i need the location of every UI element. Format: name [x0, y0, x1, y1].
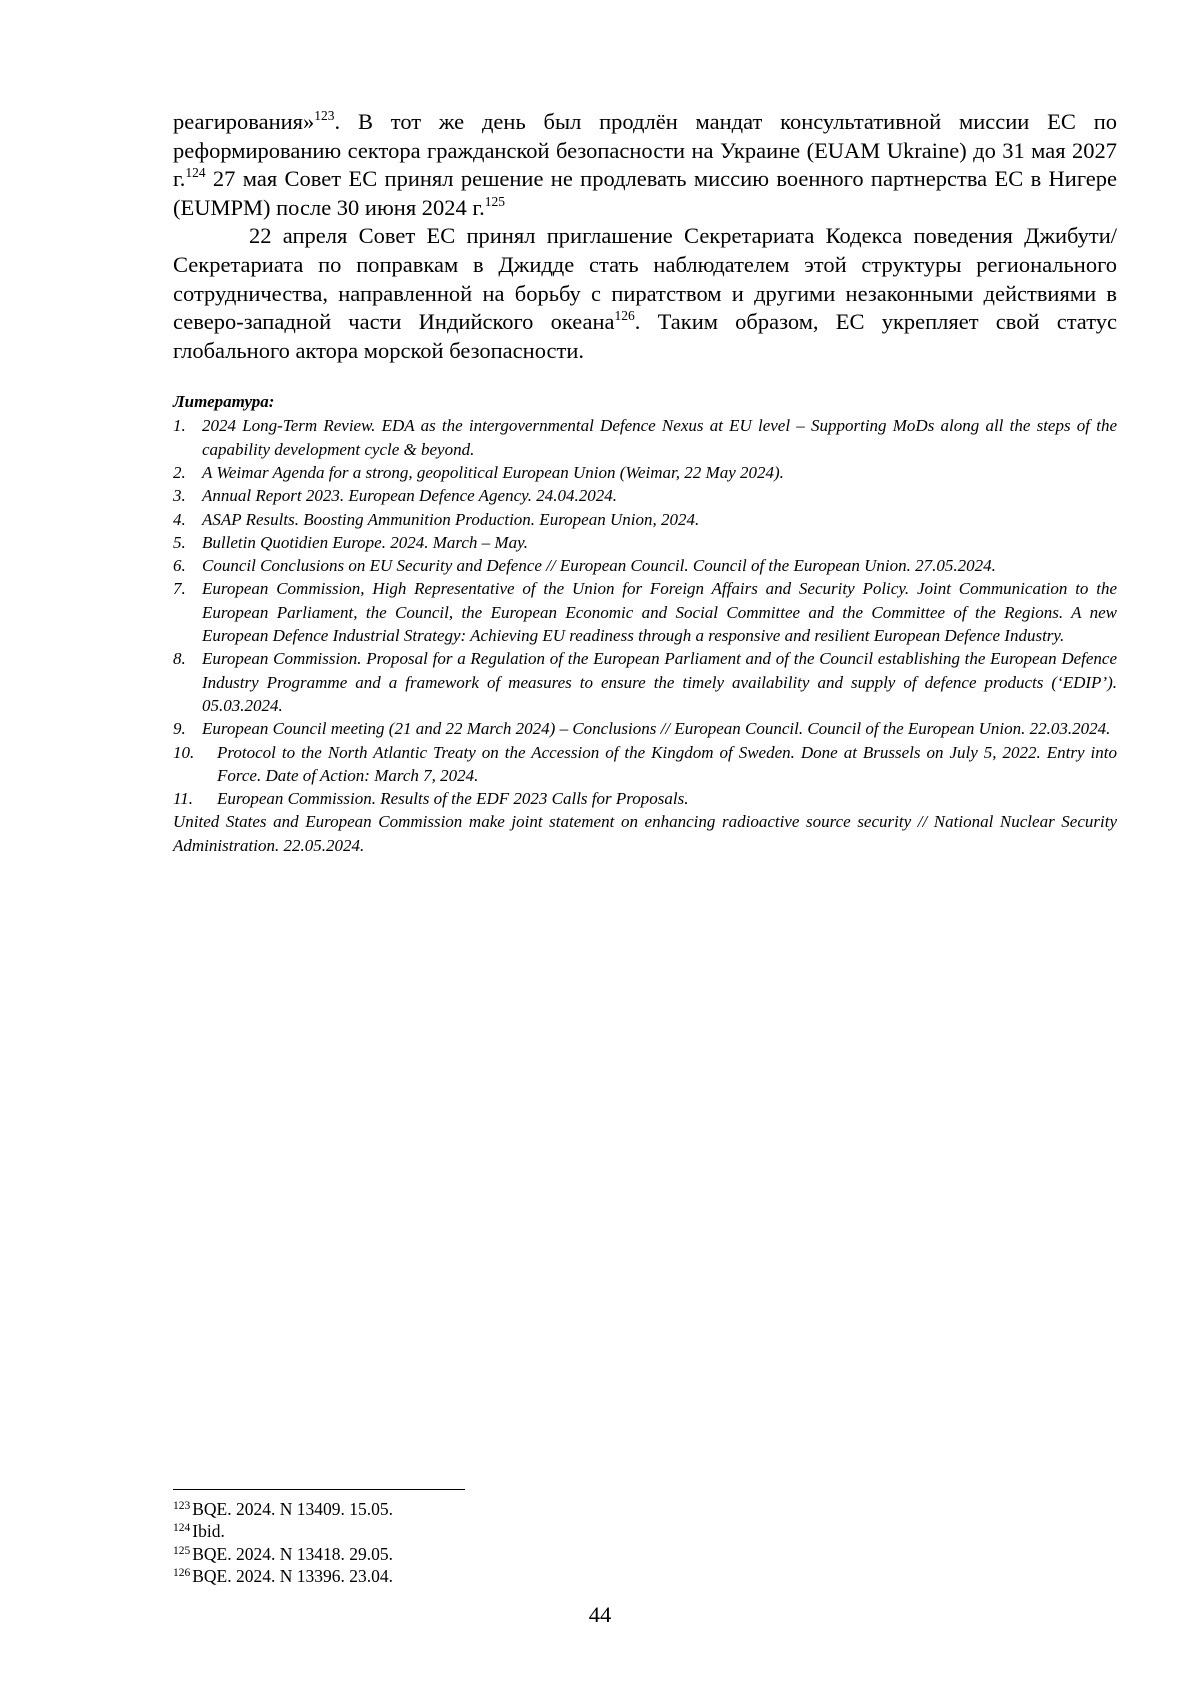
- reference-item: [173, 414, 1117, 461]
- reference-item: [173, 577, 1117, 647]
- reference-text: Bulletin Quotidien Europe. 2024. March – May.: [202, 532, 528, 552]
- footnote-number: 124: [173, 1522, 191, 1535]
- reference-number: 5.: [173, 532, 186, 552]
- reference-text: European Commission. Proposal for a Regulation of the European Parliament and of the Council establishing the European Defence Industry Programme and a framework of measures to ensure the timely availability and supply of defence products (‘EDIP’). 05.03.2024.: [202, 649, 1117, 715]
- footnote-item: [173, 1565, 873, 1587]
- reference-item: [173, 717, 1117, 740]
- reference-number: 9.: [173, 719, 186, 739]
- reference-item: [173, 461, 1117, 484]
- reference-text: Protocol to the North Atlantic Treaty on the Accession of the Kingdom of Sweden. Done at Brussels on July 5, 2022. Entry into Force. Date of Action: March 7, 2024.: [217, 742, 1117, 785]
- body-paragraph: [173, 108, 1117, 222]
- footnote-ref[interactable]: 126: [614, 308, 635, 324]
- footnotes: [173, 1498, 873, 1588]
- reference-trailing: United States and European Commission make joint statement on enhancing radioactive source security // National Nuclear Security Administration. 22.05.2024.: [173, 812, 1117, 855]
- footnote-item: [173, 1498, 873, 1520]
- page-number: 44: [588, 1602, 612, 1627]
- footnote-item: [173, 1543, 873, 1565]
- footnote-number: 126: [173, 1567, 191, 1580]
- reference-item: [173, 741, 1117, 788]
- reference-item: [173, 508, 1117, 531]
- footnote-text: BQE. 2024. N 13418. 29.05.: [192, 1543, 394, 1564]
- reference-item: [173, 787, 1117, 810]
- reference-number: 7.: [173, 579, 186, 599]
- reference-number: 11.: [173, 789, 193, 809]
- body-paragraph: [173, 222, 1117, 365]
- reference-list: [173, 414, 1117, 810]
- paragraph-text: 27 мая Совет ЕС принял решение не продлевать миссию военного партнерства ЕС в Нигере (EUMPM) после 30 июня 2024 г.: [173, 166, 1117, 220]
- reference-text: European Commission, High Representative of the Union for Foreign Affairs and Security Policy. Joint Communication to the European Parliament, the Council, the European Economic and Social Committee and the Committee of the Regions. A new European Defence Industrial Strategy: Achieving EU readiness through a responsive and resilient European Defence Industry.: [202, 579, 1117, 646]
- paragraph-text: . В тот же день был продлён мандат консультативной миссии ЕС по реформированию сектора гражданской безопасности на Украине (EUAM Ukraine) до 31 мая 2027 г.: [173, 109, 1117, 192]
- reference-text: European Council meeting (21 and 22 March 2024) – Conclusions // European Council. Council of the European Union. 22.03.2024.: [202, 719, 1111, 739]
- footnote-ref[interactable]: 123: [314, 108, 335, 123]
- reference-text: European Commission. Results of the EDF 2023 Calls for Proposals.: [217, 789, 689, 809]
- reference-number: 8.: [173, 649, 186, 669]
- footnote-text: BQE. 2024. N 13396. 23.04.: [192, 1566, 394, 1587]
- reference-item: [173, 554, 1117, 577]
- reference-number: 4.: [173, 509, 186, 529]
- footnote-text: BQE. 2024. N 13409. 15.05.: [192, 1499, 394, 1519]
- reference-number: 6.: [173, 556, 186, 576]
- reference-text: Council Conclusions on EU Security and Defence // European Council. Council of the European Union. 27.05.2024.: [202, 556, 996, 576]
- footnote-number: 123: [173, 1500, 191, 1512]
- reference-number: 2.: [173, 462, 186, 482]
- reference-item: [173, 484, 1117, 507]
- reference-item: [173, 647, 1117, 717]
- reference-text: 2024 Long-Term Review. EDA as the intergovernmental Defence Nexus at EU level – Supporting MoDs along all the steps of the capability development cycle & beyond.: [202, 416, 1117, 459]
- footnote-divider: [173, 1489, 465, 1490]
- paragraph-text: . Таким образом, ЕС укрепляет свой статус глобального актора морской безопасности.: [173, 309, 1117, 363]
- footnote-text: Ibid.: [192, 1521, 225, 1542]
- footnote-item: [173, 1520, 873, 1542]
- reference-number: 3.: [173, 486, 186, 506]
- reference-number: 1.: [173, 416, 186, 436]
- footnote-number: 125: [173, 1544, 191, 1557]
- reference-text: A Weimar Agenda for a strong, geopolitical European Union (Weimar, 22 May 2024).: [202, 462, 784, 482]
- reference-text: Annual Report 2023. European Defence Agency. 24.04.2024.: [202, 486, 617, 506]
- footnote-ref[interactable]: 124: [185, 165, 206, 181]
- reference-item: [173, 531, 1117, 554]
- page-content: [173, 108, 1117, 857]
- paragraph-text: реагирования»: [173, 109, 315, 134]
- paragraph-text: 22 апреля Совет ЕС принял приглашение Секретариата Кодекса поведения Джибути/Секретариата по поправкам в Джидде стать наблюдателем этой структуры регионального сотрудничества, направленной на борьбу с пиратством и другими незаконными действиями в северо-западной части Индийского океана: [173, 223, 1117, 335]
- literature-heading: Литература:: [173, 392, 275, 412]
- reference-number: 10.: [173, 742, 195, 762]
- footnote-ref[interactable]: 125: [484, 193, 505, 209]
- reference-text: ASAP Results. Boosting Ammunition Production. European Union, 2024.: [202, 509, 700, 529]
